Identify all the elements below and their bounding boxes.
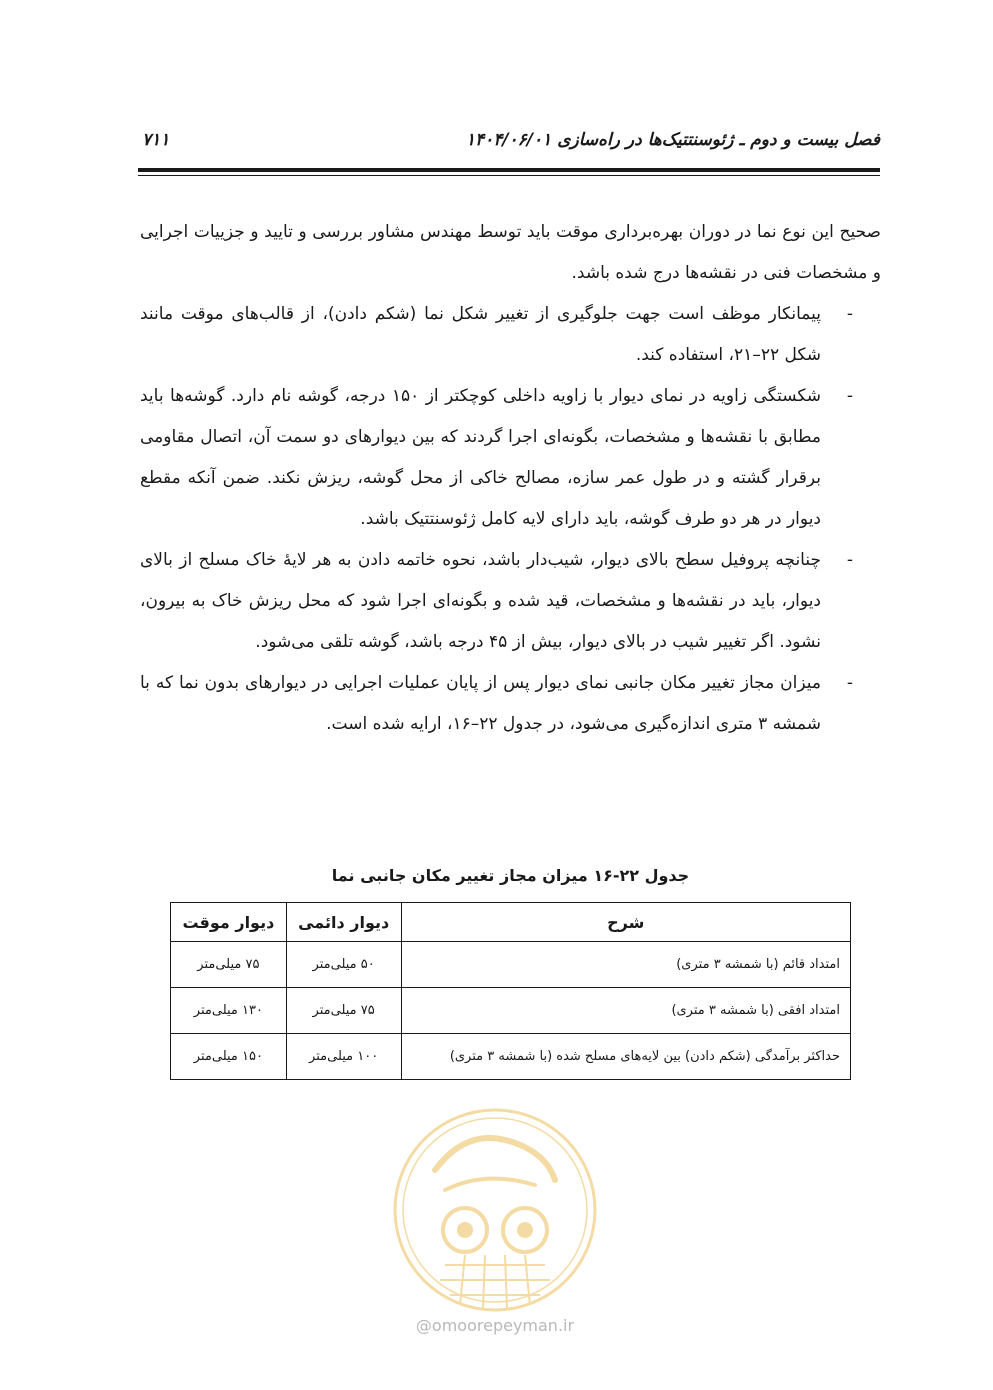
bullet-item xyxy=(140,540,881,663)
table-row xyxy=(171,1034,851,1080)
bullet-item xyxy=(140,376,881,540)
bullet-text: شکستگی زاویه در نمای دیوار با زاویه داخلی کوچکتر از ۱۵۰ درجه، گوشه نام دارد. گوشه‌ها باید مطابق با نقشه‌ها و مشخصات، بگونه‌ای اجرا گردند که بین دیوارهای دو سمت آن، اتصال مقاومی برقرار گشته و در طول عمر سازه، مصالح خاکی از محل گوشه، ریزش نکند. ضمن آنکه مقطع دیوار در هر دو طرف گوشه، باید دارای لایه کامل ژئوسنتتیک باشد. xyxy=(140,386,821,529)
page-header xyxy=(138,128,880,164)
cell-permanent: ۱۰۰ میلی‌متر xyxy=(286,1034,401,1080)
bullet-marker: - xyxy=(846,673,853,693)
header-rule-thick xyxy=(138,168,880,172)
bullet-marker: - xyxy=(846,304,853,324)
displacement-table xyxy=(170,902,851,1080)
cell-temporary: ۱۳۰ میلی‌متر xyxy=(171,988,287,1034)
table-header-row xyxy=(171,903,851,942)
header-rule-thin xyxy=(138,175,880,176)
table-caption: جدول ۲۲-۱۶ میزان مجاز تغییر مکان جانبی نما xyxy=(331,866,690,885)
header-description: شرح xyxy=(401,903,850,942)
bullet-text: چنانچه پروفیل سطح بالای دیوار، شیب‌دار باشد، نحوه خاتمه دادن به هر لایهٔ خاک مسلح از بالای دیوار، باید در نقشه‌ها و مشخصات، قید شده و بگونه‌ای اجرا شود که محل ریزش خاک به بیرون، نشود. اگر تغییر شیب در بالای دیوار، بیش از ۴۵ درجه باشد، گوشه تلقی می‌شود. xyxy=(140,550,821,652)
table-row xyxy=(171,942,851,988)
page-number: ۷۱۱ xyxy=(142,130,170,150)
table-row xyxy=(171,988,851,1034)
watermark-url: @omoorepeyman.ir xyxy=(415,1316,575,1335)
bullet-marker: - xyxy=(846,550,853,570)
header-temporary-wall: دیوار موقت xyxy=(171,903,287,942)
header-title: فصل بیست و دوم ـ ژئوسنتتیک‌ها در راه‌سازی ۱۴۰۴/۰۶/۰۱ xyxy=(465,130,880,150)
cell-permanent: ۷۵ میلی‌متر xyxy=(286,988,401,1034)
cell-temporary: ۷۵ میلی‌متر xyxy=(171,942,287,988)
bullet-item xyxy=(140,294,881,376)
bullet-item xyxy=(140,663,881,745)
watermark-logo xyxy=(385,1100,605,1320)
body-text xyxy=(140,212,881,745)
cell-description: امتداد افقی (با شمشه ۳ متری) xyxy=(401,988,850,1034)
cell-temporary: ۱۵۰ میلی‌متر xyxy=(171,1034,287,1080)
header-permanent-wall: دیوار دائمی xyxy=(286,903,401,942)
cell-description: امتداد قائم (با شمشه ۳ متری) xyxy=(401,942,850,988)
bullet-text: پیمانکار موظف است جهت جلوگیری از تغییر شکل نما (شکم دادن)، از قالب‌های موقت مانند شکل ۲۲–۲۱، استفاده کند. xyxy=(140,304,821,365)
bullet-text: میزان مجاز تغییر مکان جانبی نمای دیوار پس از پایان عملیات اجرایی در دیوارهای بدون نما که با شمشه ۳ متری اندازه‌گیری می‌شود، در جدول ۲۲–۱۶، ارایه شده است. xyxy=(140,673,821,734)
cell-description: حداکثر برآمدگی (شکم دادن) بین لایه‌های مسلح شده (با شمشه ۳ متری) xyxy=(401,1034,850,1080)
intro-paragraph: صحیح این نوع نما در دوران بهره‌برداری موقت باید توسط مهندس مشاور بررسی و تایید و جزییات اجرایی و مشخصات فنی در نقشه‌ها درج شده باشد. xyxy=(140,222,881,283)
bullet-marker: - xyxy=(846,386,853,406)
cell-permanent: ۵۰ میلی‌متر xyxy=(286,942,401,988)
